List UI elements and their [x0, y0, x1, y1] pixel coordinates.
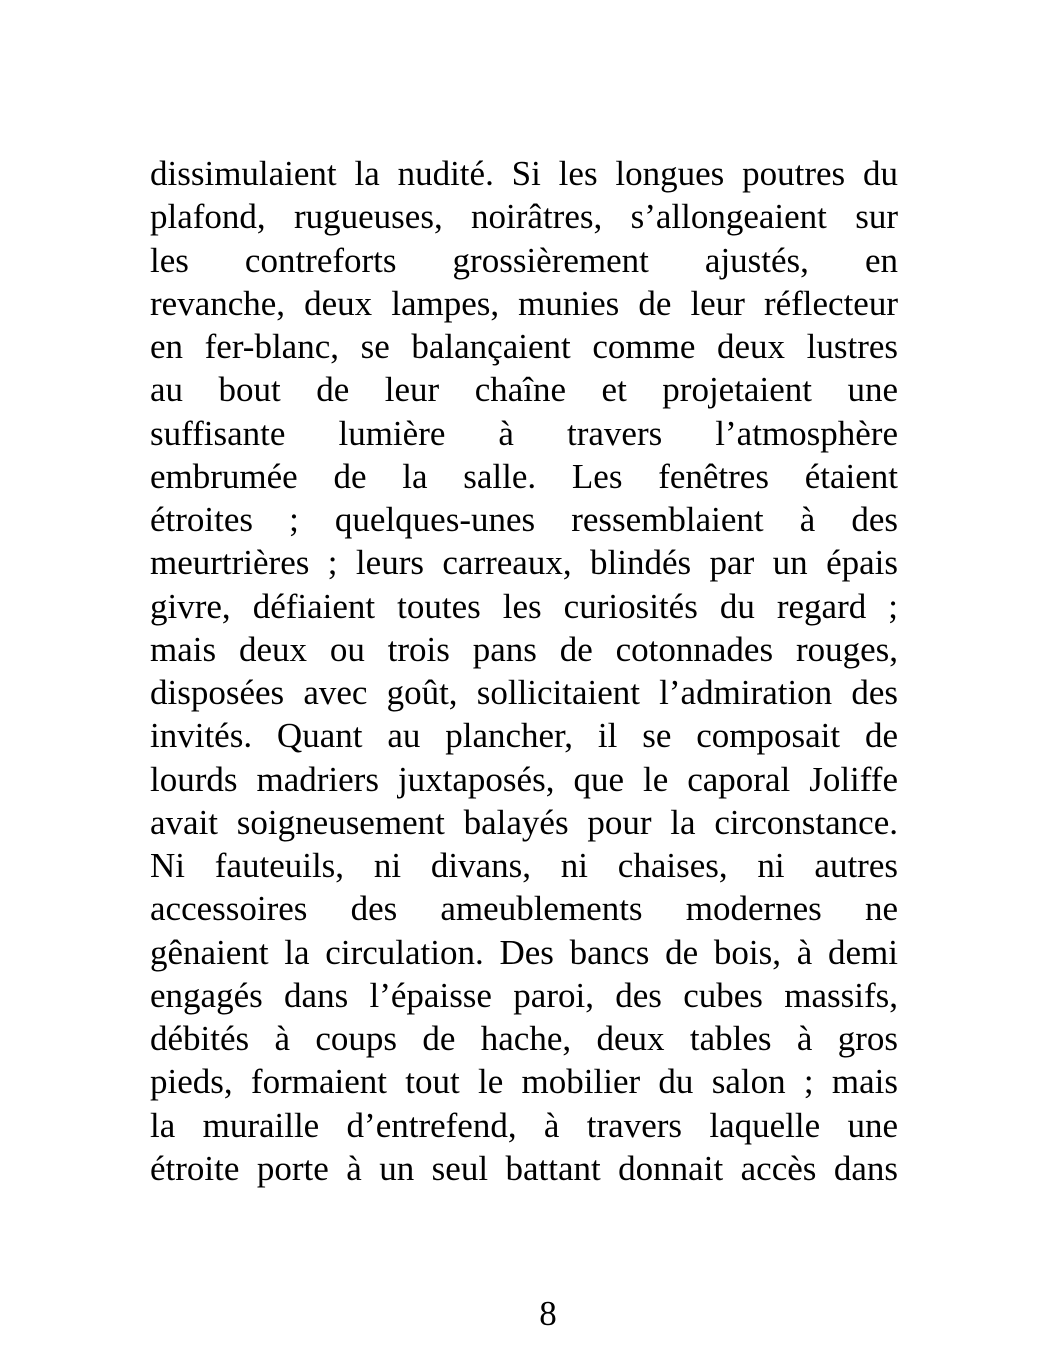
text-line: avait soigneusement balayés pour la circonstance. — [150, 802, 898, 842]
text-line: les contreforts grossièrement ajustés, en — [150, 240, 898, 280]
text-line: en fer-blanc, se balançaient comme deux lustres — [150, 327, 898, 366]
body-text — [150, 152, 898, 1190]
text-line: la muraille d’entrefend, à travers laquelle une — [150, 1105, 898, 1145]
text-line: au bout de leur chaîne et projetaient une — [150, 370, 898, 410]
text-line: disposées avec goût, sollicitaient l’admiration des — [150, 673, 898, 712]
text-line: étroite porte à un seul battant donnait accès dans — [150, 1148, 898, 1188]
text-line: lourds madriers juxtaposés, que le caporal Joliffe — [150, 759, 898, 799]
text-line: embrumée de la salle. Les fenêtres étaient — [150, 456, 898, 496]
text-line: débités à coups de hache, deux tables à gros — [150, 1019, 898, 1058]
text-line: engagés dans l’épaisse paroi, des cubes massifs, — [150, 975, 898, 1015]
text-line: dissimulaient la nudité. Si les longues poutres du — [150, 154, 898, 193]
text-line: invités. Quant au plancher, il se composait de — [150, 716, 898, 756]
text-line: meurtrières ; leurs carreaux, blindés par un épais — [150, 543, 898, 583]
text-line: plafond, rugueuses, noirâtres, s’allongeaient sur — [150, 197, 898, 237]
text-line: accessoires des ameublements modernes ne — [150, 889, 898, 929]
text-line: gênaient la circulation. Des bancs de bois, à demi — [150, 932, 898, 972]
text-line: étroites ; quelques-unes ressemblaient à des — [150, 500, 898, 539]
text-line: suffisante lumière à travers l’atmosphère — [150, 413, 898, 453]
text-line: revanche, deux lampes, munies de leur réflecteur — [150, 283, 898, 323]
text-line: Ni fauteuils, ni divans, ni chaises, ni autres — [150, 846, 898, 885]
text-line: pieds, formaient tout le mobilier du salon ; mais — [150, 1062, 898, 1102]
page-number: 8 — [539, 1294, 557, 1333]
text-line: givre, défiaient toutes les curiosités du regard ; — [150, 586, 898, 626]
text-line: mais deux ou trois pans de cotonnades rouges, — [150, 629, 898, 669]
